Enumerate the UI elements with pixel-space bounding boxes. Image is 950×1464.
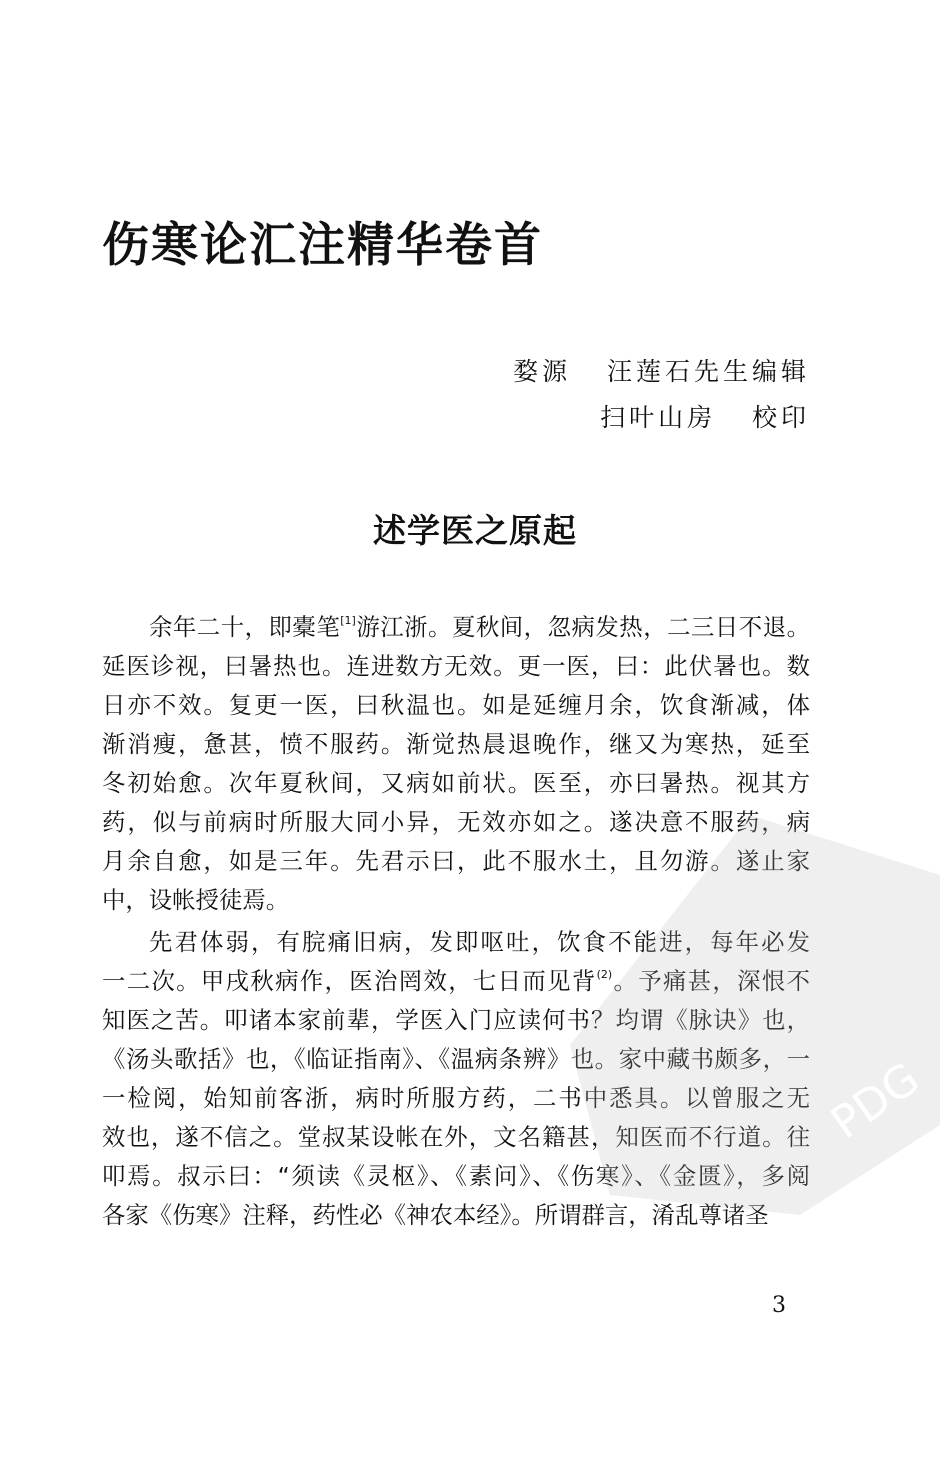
- text-line: [102, 764, 810, 803]
- byline-editor-place: 婺源: [513, 357, 572, 386]
- line-text: 一检阅，始知前客浙，病时所服方药，二书中悉具。以曾服之无: [102, 1084, 810, 1112]
- byline-editor: [513, 352, 810, 388]
- line-text: 渐消瘦，惫甚，愤不服药。渐觉热晨退晚作，继又为寒热，延至: [102, 730, 810, 758]
- text-line: [102, 1040, 810, 1079]
- text-line: [102, 725, 810, 764]
- line-text: 效也，遂不信之。堂叔某设帐在外，文名籍甚，知医而不行道。往: [102, 1123, 810, 1151]
- text-line: [102, 1118, 810, 1157]
- line-text: 余年二十，即橐笔: [149, 613, 341, 641]
- byline-publisher-place: 扫叶山房: [600, 403, 717, 432]
- line-text: 《汤头歌括》也，《临证指南》、《温病条辨》也。家中藏书颇多，一: [102, 1045, 810, 1073]
- line-text: 一二次。甲戌秋病作，医治罔效，七日而见背: [102, 967, 597, 995]
- byline-publisher: [600, 398, 810, 434]
- line-text: 。予痛甚，深恨不: [612, 967, 811, 995]
- line-text: 各家《伤寒》注释，药性必《神农本经》。所谓群言，淆乱尊诸圣: [102, 1201, 769, 1229]
- line-text: 知医之苦。叩诸本家前辈，学医入门应读何书？均谓《脉诀》也，: [102, 1006, 810, 1034]
- footnote-marker: [1]: [340, 614, 356, 627]
- text-line: [102, 686, 810, 725]
- line-text: 延医诊视，曰暑热也。连进数方无效。更一医，曰：此伏暑也。数: [102, 652, 810, 680]
- byline-publisher-text: 校印: [751, 403, 810, 432]
- line-text: 药，似与前病时所服大同小异，无效亦如之。遂决意不服药，病: [102, 808, 810, 836]
- page-number: 3: [772, 1293, 786, 1318]
- text-line: [102, 1196, 810, 1235]
- text-line: [102, 1157, 810, 1196]
- text-line: [102, 842, 810, 881]
- line-text: 游江浙。夏秋间，忽病发热，二三日不退。: [355, 613, 811, 641]
- line-text: 冬初始愈。次年夏秋间，又病如前状。医至，亦曰暑热。视其方: [102, 769, 810, 797]
- body-text: [102, 608, 810, 1235]
- line-text: 日亦不效。复更一医，曰秋温也。如是延缠月余，饮食渐减，体: [102, 691, 810, 719]
- text-line: [102, 608, 810, 647]
- text-line: [102, 647, 810, 686]
- footnote-marker: (2): [596, 968, 613, 981]
- line-text: 叩焉。叔示曰：“须读《灵枢》、《素问》、《伤寒》、《金匮》，多阅: [102, 1162, 810, 1190]
- text-line: [102, 1001, 810, 1040]
- line-text: 月余自愈，如是三年。先君示曰，此不服水土，且勿游。遂止家: [102, 847, 810, 875]
- text-line: [102, 881, 810, 920]
- book-title: 伤寒论汇注精华卷首: [102, 218, 543, 273]
- line-text: 中，设帐授徒焉。: [102, 886, 290, 914]
- text-line: [102, 962, 810, 1001]
- text-line: [102, 1079, 810, 1118]
- byline-editor-text: 汪莲石先生编辑: [606, 357, 810, 386]
- section-title: 述学医之原起: [373, 511, 577, 550]
- text-line: [102, 803, 810, 842]
- line-text: 先君体弱，有脘痛旧病，发即呕吐，饮食不能进，每年必发: [149, 928, 810, 956]
- watermark-text: PDG: [822, 1053, 929, 1150]
- text-line: [102, 923, 810, 962]
